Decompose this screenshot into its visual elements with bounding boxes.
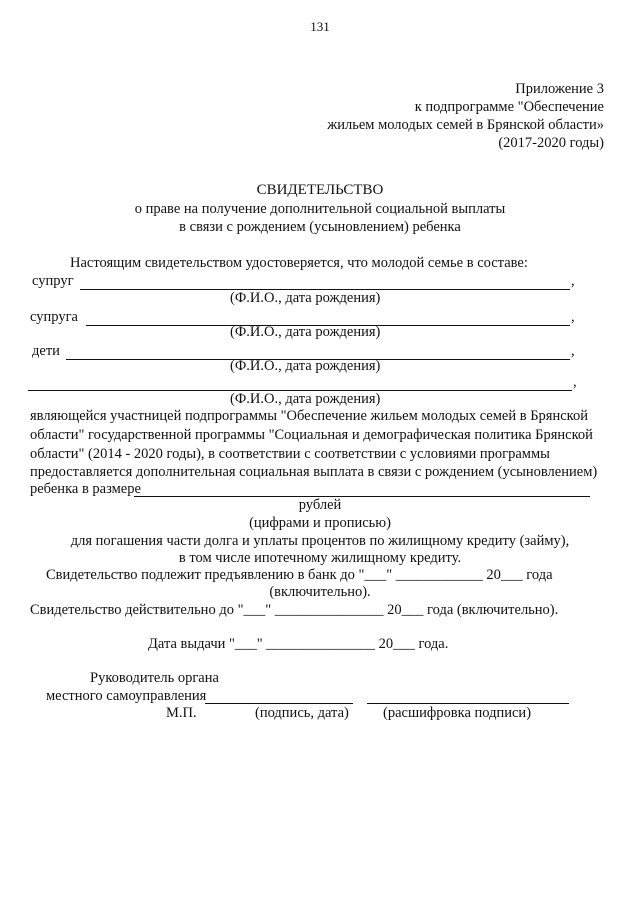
husband-hint: (Ф.И.О., дата рождения) — [230, 290, 381, 306]
intro-text: Настоящим свидетельством удостоверяется, что молодой семье в составе: — [70, 255, 528, 271]
signature-field-line — [205, 703, 353, 704]
body-line-2: области" государственной программы "Социальная и демографическая политика Брянской — [30, 427, 593, 443]
signature-decode-field-line — [367, 703, 569, 704]
signature-decode-hint: (расшифровка подписи) — [383, 705, 532, 721]
body-line-4: предоставляется дополнительная социальная выплата в связи с рождением (усыновлением) — [30, 464, 598, 480]
validity-text: Свидетельство действительно до "___" _______________ 20___ года (включительно). — [30, 602, 559, 618]
husband-label: супруг — [32, 273, 74, 289]
purpose-line-2: в том числе ипотечному жилищному кредиту. — [178, 550, 462, 566]
appendix-line-3: жильем молодых семей в Брянской области» — [327, 117, 604, 133]
document-subtitle-2: в связи с рождением (усыновлением) ребенка — [179, 219, 461, 235]
children-comma: , — [571, 343, 575, 359]
seal-label: М.П. — [166, 705, 197, 721]
page-number: 131 — [310, 19, 330, 34]
signature-hint: (подпись, дата) — [255, 705, 349, 721]
appendix-line-4: (2017-2020 годы) — [498, 135, 604, 151]
purpose-line-1: для погашения части долга и уплаты процентов по жилищному кредиту (займу), — [70, 533, 570, 549]
wife-label: супруга — [30, 309, 78, 325]
children-label: дети — [32, 343, 60, 359]
children-hint: (Ф.И.О., дата рождения) — [230, 358, 381, 374]
child-extra-hint: (Ф.И.О., дата рождения) — [230, 391, 381, 407]
body-line-3: области" (2014 - 2020 годы), в соответствии с соответствии с условиями программы — [30, 446, 550, 462]
amount-hint: (цифрами и прописью) — [249, 515, 391, 531]
amount-rubles: рублей — [298, 497, 342, 513]
bank-deadline-text: Свидетельство подлежит предъявлению в банк до "___" ____________ 20___ года — [46, 567, 553, 583]
issue-date-text: Дата выдачи "___" _______________ 20___ года. — [148, 636, 449, 652]
bank-deadline-inclusive: (включительно). — [269, 584, 371, 600]
document-subtitle-1: о праве на получение дополнительной социальной выплаты — [134, 201, 506, 217]
husband-comma: , — [571, 273, 575, 289]
appendix-line-2: к подпрограмме "Обеспечение — [414, 99, 604, 115]
head-of-body-label: Руководитель органа — [90, 670, 219, 686]
local-government-label: местного самоуправления — [46, 688, 207, 704]
wife-hint: (Ф.И.О., дата рождения) — [230, 324, 381, 340]
body-line-1: являющейся участницей подпрограммы "Обеспечение жильем молодых семей в Брянской — [30, 408, 588, 424]
amount-label: ребенка в размере — [30, 481, 141, 497]
child-extra-comma: , — [573, 374, 577, 390]
wife-comma: , — [571, 309, 575, 325]
appendix-line-1: Приложение 3 — [515, 81, 604, 97]
document-title: СВИДЕТЕЛЬСТВО — [256, 182, 384, 198]
